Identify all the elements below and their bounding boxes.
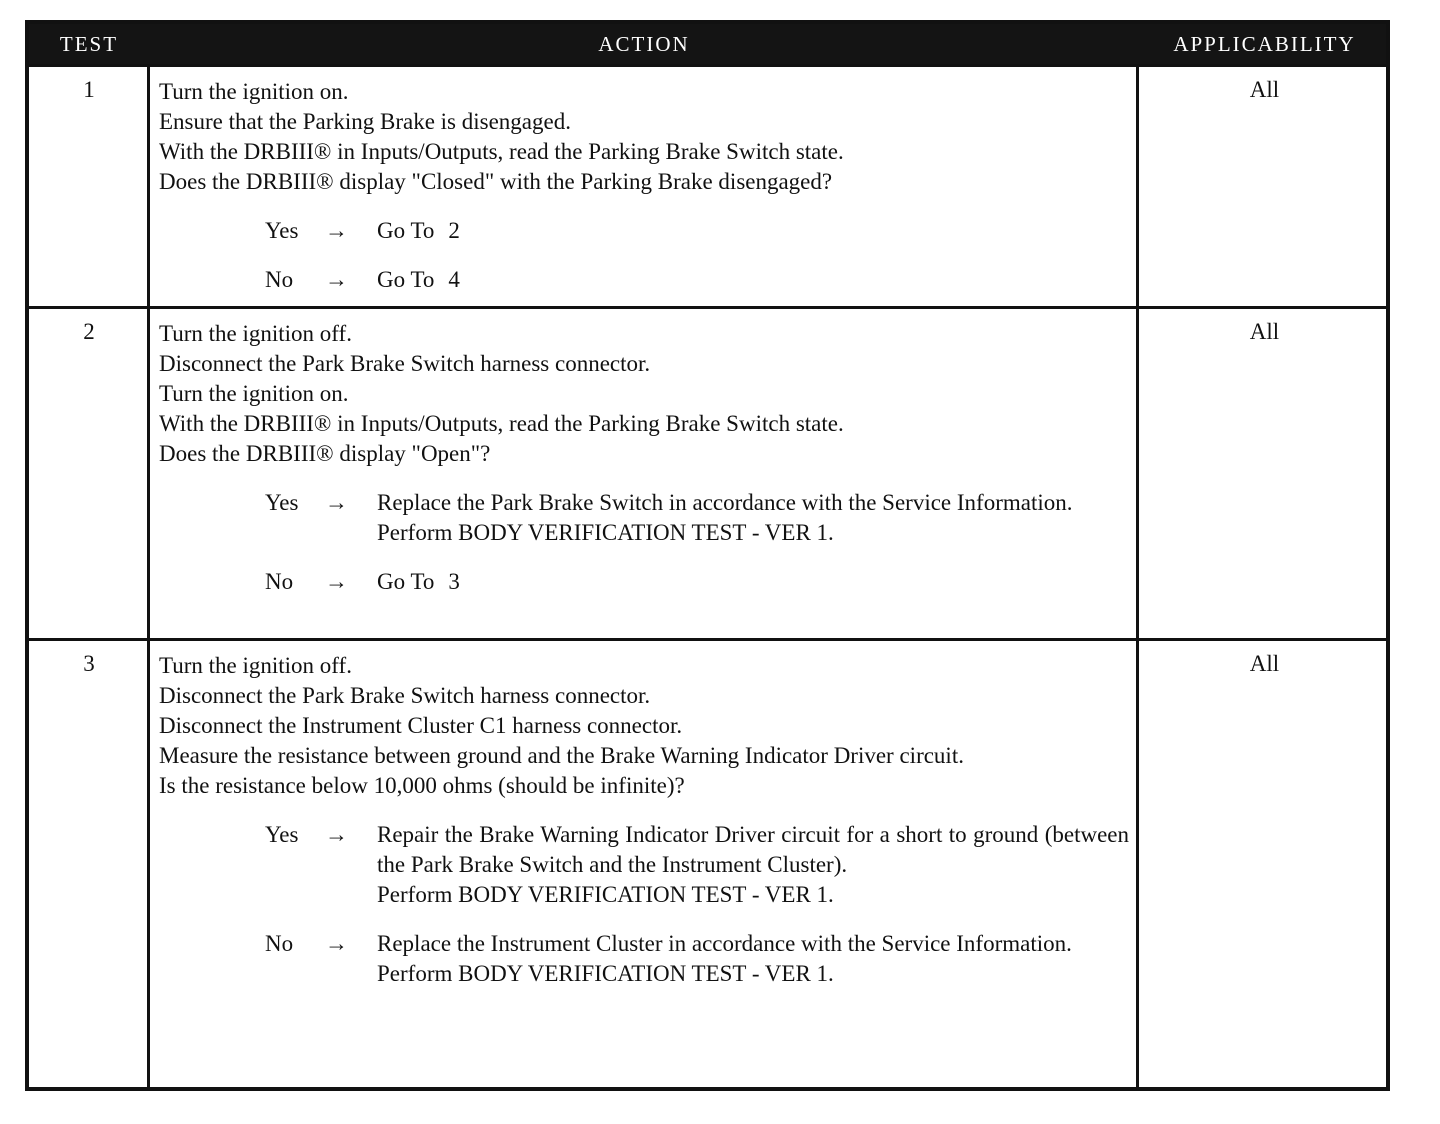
applicability-cell: All [1249,651,1280,676]
result-text: Repair the Brake Warning Indicator Driver circuit for a short to ground (between the Park Brake Switch and the Instrument Cluster). [377,822,1129,877]
answer-label: No [265,267,294,292]
answer-label: No [265,931,294,956]
arrow-right-icon: → [325,218,348,243]
action-step: Does the DRBIII® display "Open"? [159,441,491,466]
outcome-result [377,265,1129,295]
arrow-right-icon: → [325,490,348,515]
applicability-cell: All [1249,319,1280,344]
action-step: Disconnect the Park Brake Switch harness connector. [159,683,651,708]
test-number: 2 [83,319,95,344]
table-header [29,24,1386,64]
outcome-yes [265,216,1129,246]
header-applicability: APPLICABILITY [1173,32,1356,56]
goto-number: 4 [448,267,460,292]
answer-label: Yes [265,218,299,243]
goto-number: 3 [448,569,460,594]
result-text: Replace the Park Brake Switch in accordance with the Service Information. [377,490,1073,515]
outcome-result [377,567,1129,597]
table-row [29,64,1386,306]
arrow-right-icon: → [325,267,348,292]
action-step: Turn the ignition off. [159,321,352,346]
outcome-no [265,567,1129,597]
goto-label: Go To [377,569,435,594]
answer-label: Yes [265,490,299,515]
outcome-no [265,929,1129,989]
verification-text: Perform BODY VERIFICATION TEST - VER 1. [377,520,834,545]
action-cell [159,319,1129,597]
verification-text: Perform BODY VERIFICATION TEST - VER 1. [377,882,834,907]
arrow-right-icon: → [325,822,348,847]
test-number: 1 [83,77,95,102]
arrow-right-icon: → [325,931,348,956]
outcome-result [377,488,1129,548]
goto-number: 2 [448,218,460,243]
test-number: 3 [83,651,95,676]
action-step: Ensure that the Parking Brake is disengaged. [159,109,571,134]
action-step: With the DRBIII® in Inputs/Outputs, read the Parking Brake Switch state. [159,139,844,164]
action-cell [159,651,1129,989]
action-cell [159,77,1129,295]
arrow-right-icon: → [325,569,348,594]
diagnostic-test-table [25,20,1390,1091]
outcome-no [265,265,1129,295]
answer-label: No [265,569,294,594]
result-text: Replace the Instrument Cluster in accordance with the Service Information. [377,931,1072,956]
outcome-result [377,929,1129,989]
action-step: Is the resistance below 10,000 ohms (should be infinite)? [159,773,685,798]
action-step: Turn the ignition on. [159,381,349,406]
outcome-yes [265,820,1129,910]
action-step: Disconnect the Park Brake Switch harness connector. [159,351,651,376]
header-action: ACTION [598,32,690,56]
action-step: With the DRBIII® in Inputs/Outputs, read the Parking Brake Switch state. [159,411,844,436]
header-test: TEST [59,32,119,56]
action-step: Disconnect the Instrument Cluster C1 harness connector. [159,713,683,738]
table-row [29,638,1386,1091]
table-row [29,306,1386,638]
outcome-result [377,216,1129,246]
action-step: Turn the ignition on. [159,79,349,104]
goto-label: Go To [377,218,435,243]
verification-text: Perform BODY VERIFICATION TEST - VER 1. [377,961,834,986]
action-step: Does the DRBIII® display "Closed" with the Parking Brake disengaged? [159,169,833,194]
goto-label: Go To [377,267,435,292]
outcome-yes [265,488,1129,548]
action-step: Turn the ignition off. [159,653,352,678]
action-step: Measure the resistance between ground and the Brake Warning Indicator Driver circuit. [159,743,964,768]
outcome-result [377,820,1129,910]
answer-label: Yes [265,822,299,847]
applicability-cell: All [1249,77,1280,102]
